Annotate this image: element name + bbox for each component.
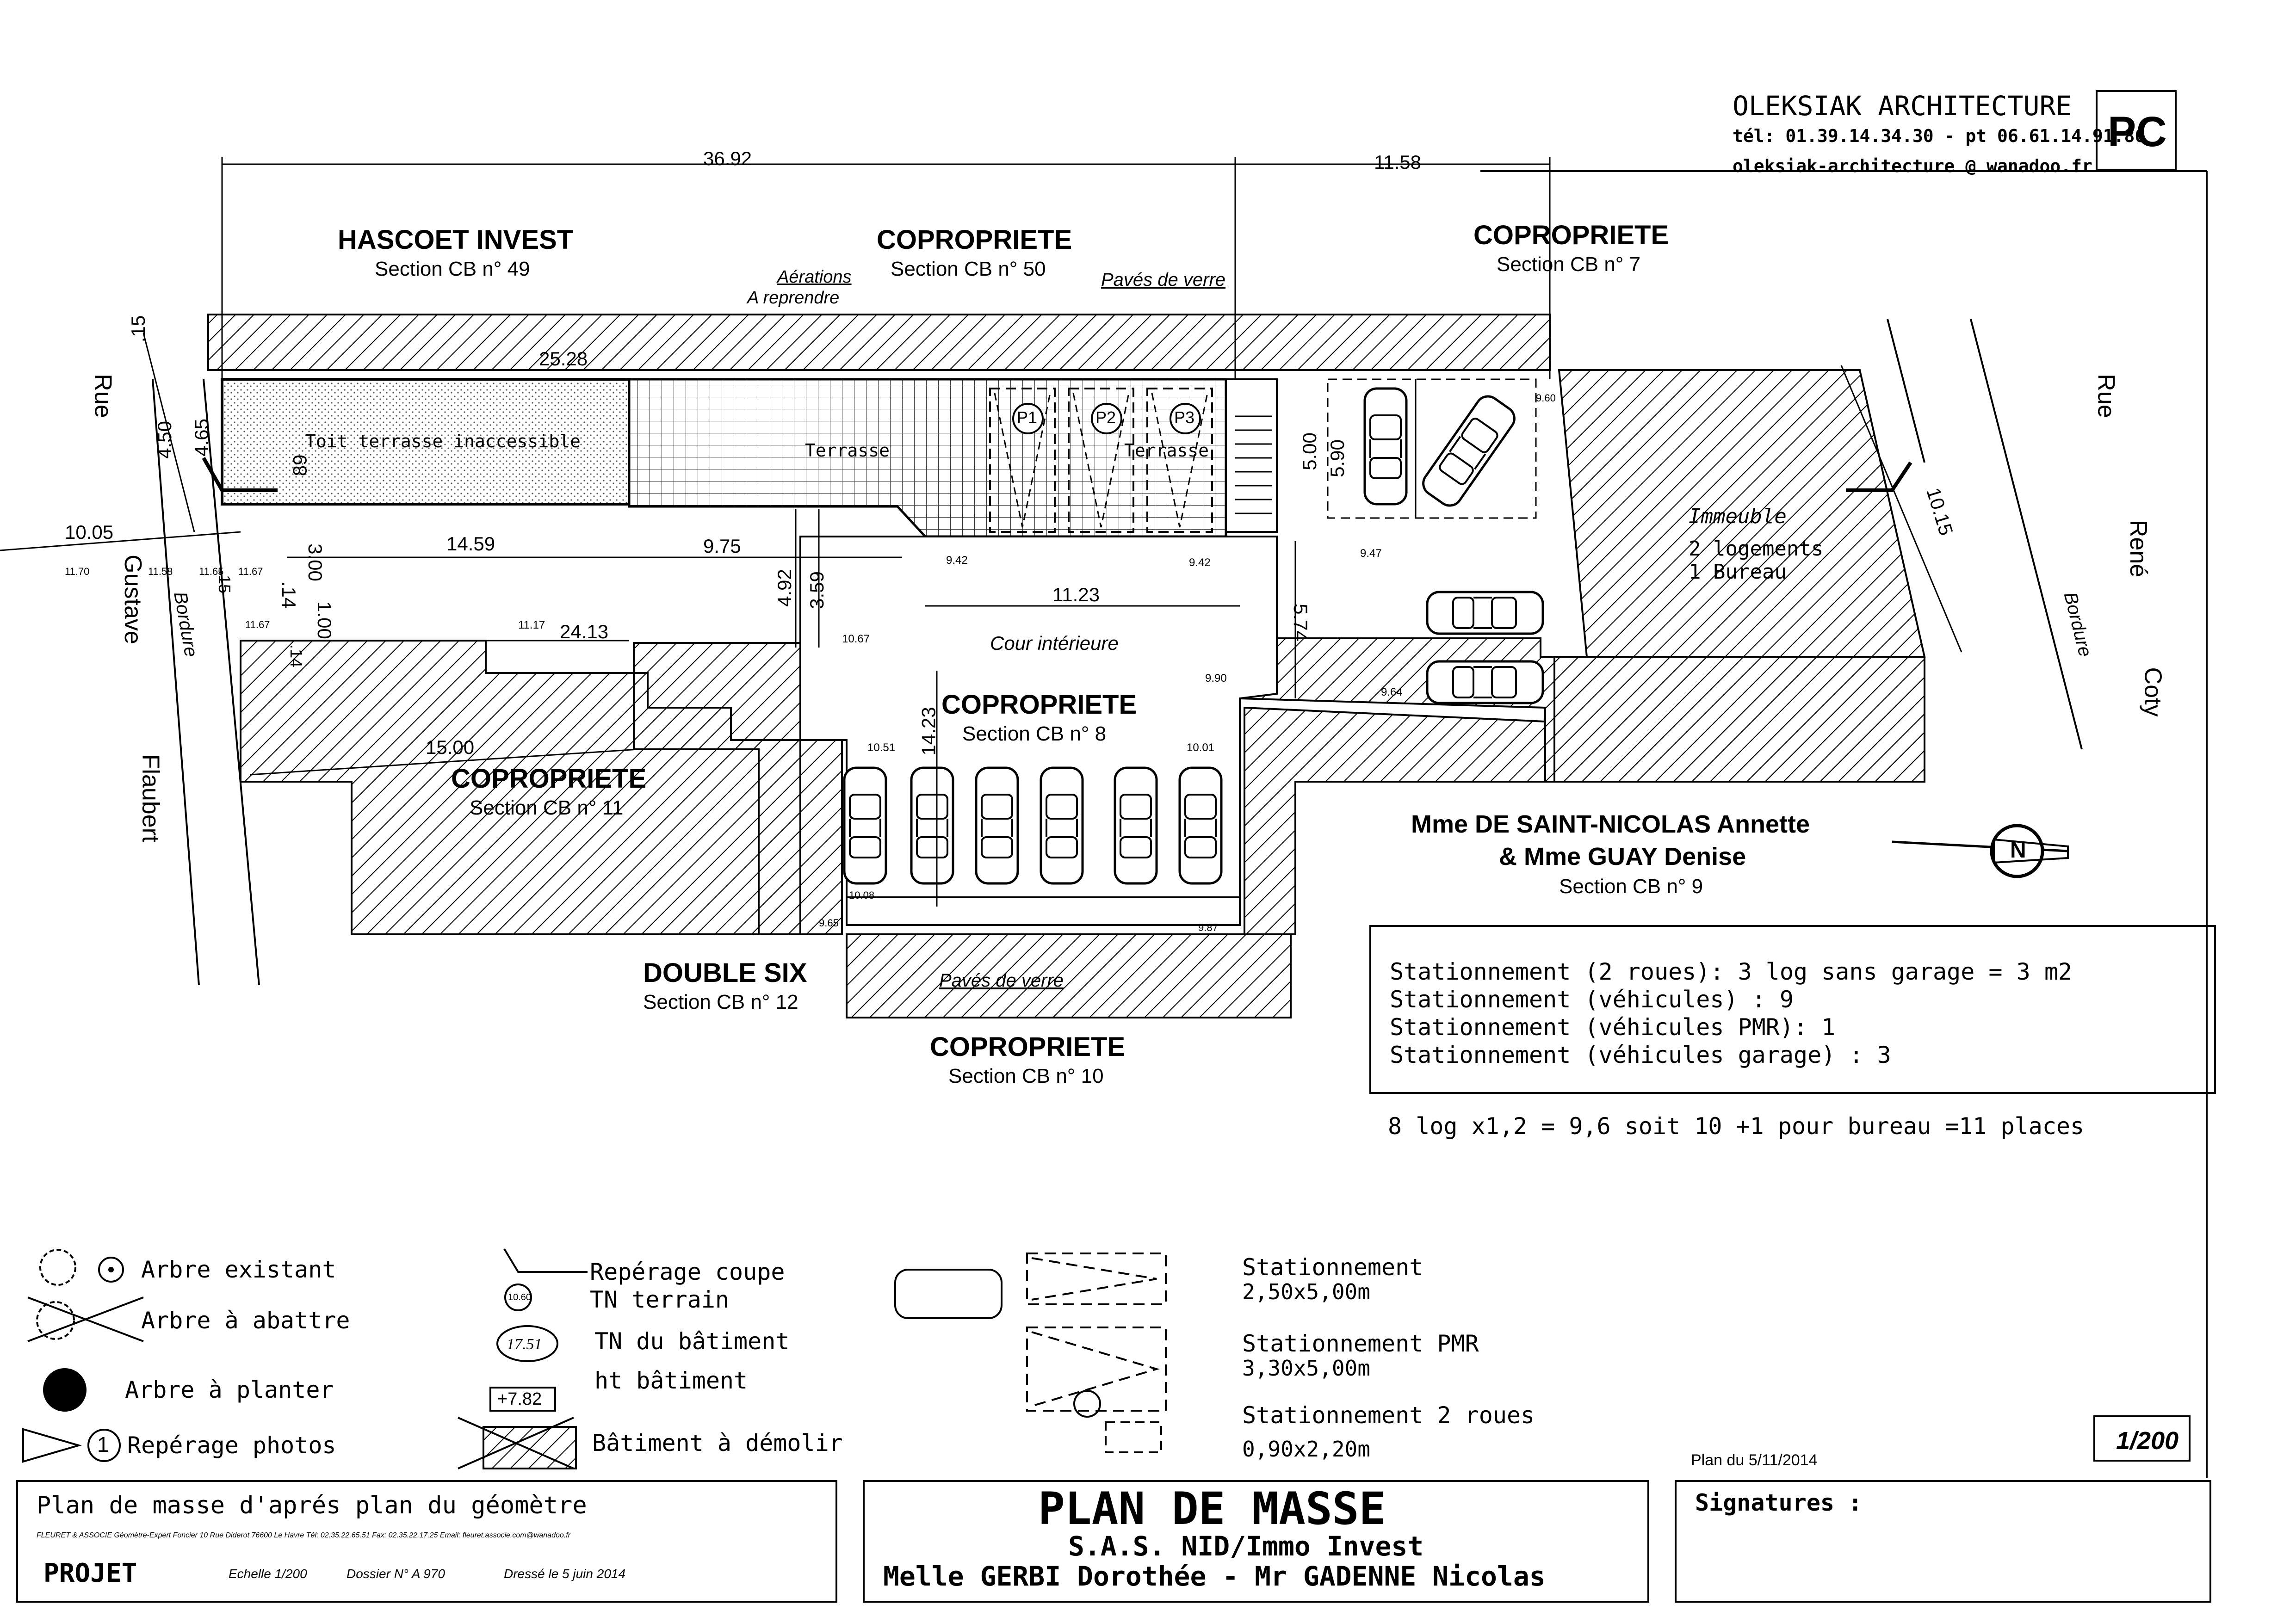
signatures-label: Signatures : xyxy=(1695,1489,1863,1516)
level-mark: 9.47 xyxy=(1360,547,1382,560)
surveyor-info: FLEURET & ASSOCIE Géomètre-Expert Foncier 10 Rue Diderot 76600 Le Havre Tél: 02.35.22.65.51 Fax: 02.35.22.17.25 Email: fleuret.associe.com@wanadoo.fr xyxy=(37,1531,571,1539)
dimension-label: 24.13 xyxy=(560,621,609,642)
north-label: N xyxy=(2010,838,2026,863)
dimension-label: 5.90 xyxy=(1326,439,1348,477)
date-info: Dressé le 5 juin 2014 xyxy=(504,1567,626,1581)
dimension-label: 1.00 xyxy=(313,601,335,639)
parking-calculation: 8 log x1,2 = 9,6 soit 10 +1 pour bureau =11 places xyxy=(1388,1113,2085,1140)
legend-label: ht bâtiment xyxy=(594,1367,748,1394)
legend-label: 2,50x5,00m xyxy=(1242,1279,1370,1304)
dimension-label: 3.59 xyxy=(805,571,828,609)
dimension-label: .15 xyxy=(215,570,235,594)
main-title: PLAN DE MASSE xyxy=(1038,1483,1386,1535)
legend-photo-number: 1 xyxy=(97,1432,109,1456)
dimension-label: 4.50 xyxy=(153,421,175,459)
level-mark: 9.90 xyxy=(1205,672,1227,685)
annotation-a-reprendre: A reprendre xyxy=(747,288,840,308)
level-mark: 9.42 xyxy=(1189,556,1211,569)
dimension-label: 10.05 xyxy=(65,521,114,543)
legend-label: 0,90x2,20m xyxy=(1242,1437,1370,1462)
parking-p2: P2 xyxy=(1095,408,1116,427)
office-email: oleksiak-architecture @ wanadoo.fr xyxy=(1733,156,2092,176)
legend-label: Repérage photos xyxy=(127,1432,336,1459)
title-block-center xyxy=(863,1480,1649,1603)
dimension-label: 15.00 xyxy=(426,736,475,758)
parcel-section: Section CB n° 10 xyxy=(948,1065,1104,1087)
parcel-name: COPROPRIETE xyxy=(877,225,1072,255)
dimension-label: 4.65 xyxy=(190,419,212,457)
dimension-label: 14.59 xyxy=(446,533,495,555)
dimension-label: 9.75 xyxy=(703,535,741,557)
parcel-name: COPROPRIETE xyxy=(1473,220,1669,250)
project-label: PROJET xyxy=(43,1558,137,1588)
dimension-label: 11.58 xyxy=(1374,151,1421,173)
level-mark: 11.17 xyxy=(518,619,545,631)
legend-sample: 17.51 xyxy=(507,1336,542,1353)
building-label: Immeuble xyxy=(1689,505,1787,528)
annotation-paves-de-verre: Pavés de verre xyxy=(1101,270,1226,290)
level-mark: 11.65 xyxy=(199,566,224,577)
dimension-label: 11.23 xyxy=(1052,584,1100,605)
bordure-label: Bordure xyxy=(2060,590,2096,659)
existing-building xyxy=(222,379,1277,537)
plan-date: Plan du 5/11/2014 xyxy=(1691,1451,1818,1469)
north-arrow xyxy=(1892,826,2068,876)
annotation-paves-de-verre: Pavés de verre xyxy=(939,970,1064,991)
dimension-label: 3.00 xyxy=(304,543,326,581)
parcel-section: Section CB n° 49 xyxy=(375,258,530,280)
level-mark: 9.64 xyxy=(1381,686,1403,698)
parking-line: Stationnement (2 roues): 3 log sans garage = 3 m2 xyxy=(1390,958,2073,985)
street-name: Rue xyxy=(2092,374,2120,418)
terrace-label: Terrasse xyxy=(1124,440,1209,461)
building-units: 2 logements xyxy=(1689,537,1824,561)
client-name: S.A.S. NID/Immo Invest xyxy=(1068,1530,1424,1562)
legend-label: Stationnement 2 roues xyxy=(1242,1402,1535,1429)
dimension-label: 14.23 xyxy=(917,707,940,756)
scale-box xyxy=(2093,1415,2191,1462)
legend-sample: 10.60 xyxy=(508,1292,532,1302)
plan-subtitle: Plan de masse d'aprés plan du géomètre xyxy=(37,1492,587,1519)
courtyard-label: Cour intérieure xyxy=(990,632,1119,654)
parcel-section: Section CB n° 50 xyxy=(891,258,1046,280)
office-name: OLEKSIAK ARCHITECTURE xyxy=(1733,90,2072,122)
level-mark: 10.51 xyxy=(867,741,896,754)
parcel-section: Section CB n° 8 xyxy=(962,722,1107,745)
legend-label: Stationnement PMR xyxy=(1242,1330,1479,1357)
annotation-aerations: Aérations xyxy=(777,267,852,287)
dimension-label: 89 xyxy=(289,454,311,476)
level-mark: 10.08 xyxy=(849,889,875,901)
street-name: René xyxy=(2125,519,2152,578)
legend-sample: +7.82 xyxy=(497,1389,542,1409)
street-name: Rue xyxy=(89,374,117,418)
level-mark: 10.67 xyxy=(842,633,870,645)
level-mark: 9.87 xyxy=(1198,922,1218,933)
terrace-label: Terrasse xyxy=(805,440,890,461)
dimension-label: .14 xyxy=(278,581,300,609)
dimension-label: 5.00 xyxy=(1298,432,1320,470)
parcel-owner-2: & Mme GUAY Denise xyxy=(1499,843,1746,870)
dimension-label: 5.74 xyxy=(1289,604,1312,642)
bordure-label: Bordure xyxy=(170,590,202,659)
parcel-name: COPROPRIETE xyxy=(930,1032,1126,1062)
building-office: 1 Bureau xyxy=(1689,560,1787,584)
dimension-label: 4.92 xyxy=(773,569,795,607)
dimension-label: 36.92 xyxy=(703,148,752,169)
legend-label: TN terrain xyxy=(590,1286,730,1313)
scale-info: Echelle 1/200 xyxy=(229,1567,307,1581)
street-name: Coty xyxy=(2139,667,2166,717)
dimension-label: 10.15 xyxy=(1922,485,1957,538)
pc-badge: PC xyxy=(2108,108,2167,155)
parcel-section: Section CB n° 9 xyxy=(1559,875,1703,898)
level-mark: 11.67 xyxy=(238,566,263,577)
parking-line: Stationnement (véhicules PMR): 1 xyxy=(1390,1014,1836,1041)
parking-line: Stationnement (véhicules garage) : 3 xyxy=(1390,1042,1891,1068)
title-block-left xyxy=(16,1480,837,1603)
dossier-info: Dossier N° A 970 xyxy=(347,1567,445,1581)
level-mark: 9.65 xyxy=(819,917,839,929)
legend-label: 3,30x5,00m xyxy=(1242,1356,1370,1381)
parcel-name: HASCOET INVEST xyxy=(338,225,574,255)
legend-label: Stationnement xyxy=(1242,1254,1423,1281)
level-mark: 11.58 xyxy=(148,566,173,577)
roof-label: Toit terrasse inaccessible xyxy=(305,431,581,451)
level-mark: 9.42 xyxy=(946,554,968,567)
parcel-section: Section CB n° 12 xyxy=(643,991,798,1013)
parking-line: Stationnement (véhicules) : 9 xyxy=(1390,986,1794,1013)
legend-label: Arbre à planter xyxy=(125,1376,334,1403)
parcel-section: Section CB n° 7 xyxy=(1497,253,1641,276)
office-phone: tél: 01.39.14.34.30 - pt 06.61.14.91.86 xyxy=(1733,126,2146,146)
scale-label: 1/200 xyxy=(2116,1427,2179,1455)
parking-p3: P3 xyxy=(1174,408,1195,427)
parking-summary-box xyxy=(1369,925,2216,1094)
level-mark: 11.70 xyxy=(65,566,90,577)
level-mark: 10.01 xyxy=(1187,741,1215,754)
parcel-section: Section CB n° 11 xyxy=(470,796,624,819)
legend-label: Arbre existant xyxy=(141,1256,336,1283)
level-mark: 9.60 xyxy=(1536,392,1556,404)
pc-badge-box xyxy=(2096,90,2177,171)
parking-p1: P1 xyxy=(1017,408,1038,427)
legend-label: Arbre à abattre xyxy=(141,1307,350,1334)
title-block-signatures xyxy=(1675,1480,2211,1603)
legend-label: Bâtiment à démolir xyxy=(592,1430,843,1456)
street-name: Gustave xyxy=(119,555,146,644)
parcel-owner-1: Mme DE SAINT-NICOLAS Annette xyxy=(1411,810,1810,838)
street-name: Flaubert xyxy=(137,754,164,843)
parcel-name: DOUBLE SIX xyxy=(643,958,807,988)
legend-label: TN du bâtiment xyxy=(594,1328,790,1355)
dimension-label: .14 xyxy=(287,644,306,668)
owner-names: Melle GERBI Dorothée - Mr GADENNE Nicolas xyxy=(883,1561,1546,1592)
parcel-name: COPROPRIETE xyxy=(941,690,1137,720)
parcel-name: COPROPRIETE xyxy=(451,764,647,794)
legend-label: Repérage coupe xyxy=(590,1259,785,1285)
level-mark: 11.67 xyxy=(245,619,270,630)
dimension-label: .15 xyxy=(127,315,149,343)
dimension-label: 25.28 xyxy=(539,348,588,370)
